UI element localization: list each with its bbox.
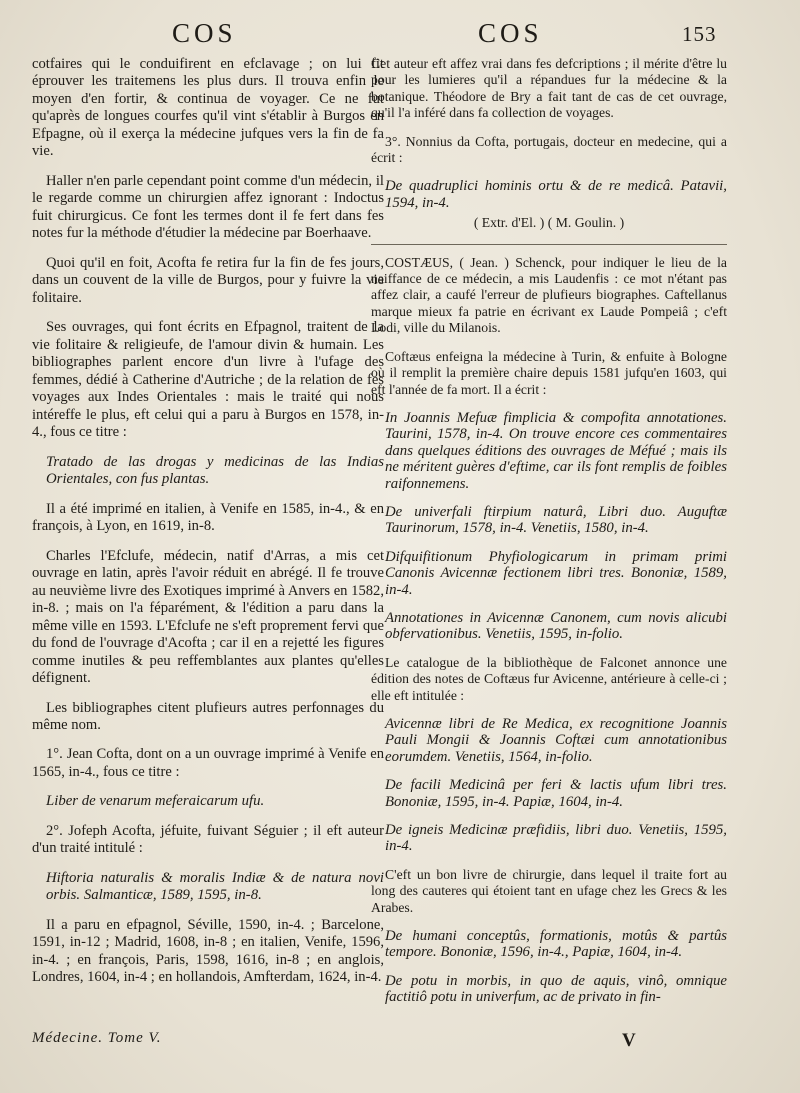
paragraph: Le catalogue de la bibliothèque de Falconet annonce une édition des notes de Coftæus fur Avicenne, antérieure à celle-ci ; elle eft intitulée : bbox=[371, 654, 727, 703]
left-column bbox=[32, 56, 384, 999]
book-title: De facili Medicinâ per feri & lactis ufum libri tres. Bononiæ, 1595, in-4. Papiæ, 1604, in-4. bbox=[385, 777, 727, 810]
paragraph: 3°. Nonnius da Cofta, portugais, docteur en medecine, qui a écrit : bbox=[371, 133, 727, 166]
paragraph: 1°. Jean Cofta, dont on a un ouvrage imprimé à Venife en 1565, in-4., fous ce titre : bbox=[32, 746, 384, 780]
paragraph: Quoi qu'il en foit, Acofta fe retira fur la fin de fes jours, dans un couvent de la ville de Burgos, pour y fuivre la vie folitaire. bbox=[32, 254, 384, 306]
paragraph: Il a été imprimé en italien, à Venife en 1585, in-4., & en françois, à Lyon, en 1619, in-8. bbox=[32, 500, 384, 535]
book-title: Difquifitionum Phyfiologicarum in primam primi Canonis Avicennæ fectionem libri tres. Bononiæ, 1589, in-4. bbox=[385, 548, 727, 598]
book-title: Annotationes in Avicennæ Canonem, cum novis alicubi obfervationibus. Venetiis, 1595, in-folio. bbox=[385, 609, 727, 643]
book-title: In Joannis Mefuæ fimplicia & compofita annotationes. Taurini, 1578, in-4. On trouve encore ces commentaires dans quelques éditions des ouvrages de Méfué ; mais ils ne méritent guères d'eftime, car ils font remplis de foibles raifonnemens. bbox=[385, 409, 727, 492]
right-column bbox=[371, 56, 727, 1018]
book-title: De potu in morbis, in quo de aquis, vinô, omnique factitiô potu in univerfum, ac de privato in fin- bbox=[385, 972, 727, 1006]
paragraph: Cet auteur eft affez vrai dans fes defcriptions ; il mérite d'être lu pour les lumieres qu'il a répandues fur la médecine & la botanique. Théodore de Bry a fait tant de cas de cet ouvrage, qu'il l'a inféré dans fa collection de voyages. bbox=[371, 56, 727, 121]
book-title: De humani conceptûs, formationis, motûs & partûs tempore. Bononiæ, 1596, in-4., Papiæ, 1604, in-4. bbox=[385, 928, 727, 961]
paragraph: Ses ouvrages, qui font écrits en Efpagnol, traitent de la vie folitaire & religieufe, de l'amour divin & humain. Les bibliographes parlent encore d'un livre à l'ufage des femmes, dédié à Catherine d'Autriche ; de la relation de fes voyages aux Indes Orientales : mais le traité qui nous intéreffe le plus, eft celui qui a paru à Burgos en 1578, in-4., fous ce titre : bbox=[32, 319, 384, 441]
paragraph: Les bibliographes citent plufieurs autres perfonnages du même nom. bbox=[32, 699, 384, 733]
running-head-right: COS bbox=[478, 18, 543, 48]
entry-heading-paragraph: COSTÆUS, ( Jean. ) Schenck, pour indiquer le lieu de la naiffance de ce médecin, a mis Laudenfis : ce mot n'étant pas affez clair, a caufé l'erreur de plufieurs biographes. Caftellanus marque mieux fa patrie en écrivant ex Laude Pompeiâ ; c'eft Lodi, ville du Milanois. bbox=[371, 254, 727, 336]
paragraph: Coftæus enfeigna la médecine à Turin, & enfuite à Bologne où il remplit la première chaire depuis 1581 jufqu'en 1603, qui eft l'année de fa mort. Il a écrit : bbox=[371, 348, 727, 397]
footer-volume: Médecine. Tome V. bbox=[32, 1030, 162, 1046]
paragraph: 2°. Jofeph Acofta, jéfuite, fuivant Séguier ; il eft auteur d'un traité intitulé : bbox=[32, 822, 384, 857]
running-head-left: COS bbox=[172, 18, 237, 48]
page-number: 153 bbox=[682, 22, 717, 46]
book-title: Avicennæ libri de Re Medica, ex recognitione Joannis Pauli Mongii & Joannis Coftæi cum annotationibus eorumdem. Venetiis, 1564, in-folio. bbox=[385, 716, 727, 765]
paragraph: Il a paru en efpagnol, Séville, 1590, in-4. ; Barcelone, 1591, in-12 ; Madrid, 1608, in-8 ; en italien, Venife, 1596, in-4. ; en françois, Paris, 1598, 1616, in-8 ; en anglois, Londres, 1604, in-4 ; en hollandois, Amfterdam, 1624, in-4. bbox=[32, 916, 384, 986]
attribution: ( Extr. d'El. ) ( M. Goulin. ) bbox=[473, 215, 625, 231]
paragraph: Charles l'Efclufe, médecin, natif d'Arras, a mis cet ouvrage en latin, après l'avoir réduit en abrégé. Il fe trouve au neuvième livre des Exotiques imprimé à Anvers en 1582, in-8. ; mais on l'a féparément, & l'édition a paru dans la même ville en 1593. L'Efclufe ne s'eft proprement fervi que du fond de l'ouvrage d'Acofta ; car il en a rejetté les figures comme inutiles & peu reffemblantes aux plantes qu'elles défignent. bbox=[32, 547, 384, 687]
paragraph: Haller n'en parle cependant point comme d'un médecin, il le regarde comme un chirurgien affez ignorant : Indoctus fuit chirurgicus. Ce font les termes dont il fe fert dans fes notes fur la méthode d'étudier la médecine par Boerhaave. bbox=[32, 172, 384, 242]
book-title: Liber de venarum meferaicarum ufu. bbox=[46, 793, 265, 810]
paragraph: cotfaires qui le conduifirent en efclavage ; on lui fit éprouver les traitemens les plus durs. Il trouva enfin le moyen d'en fortir, & continua de voyager. Ce ne fut qu'après de longues courfes qu'il vint s'établir à Burgos en Efpagne, où il exerça la médecine jufques vers la fin de fa vie. bbox=[32, 56, 384, 160]
book-title: De igneis Medicinæ præfidiis, libri duo. Venetiis, 1595, in-4. bbox=[385, 822, 727, 855]
signature-mark: V bbox=[622, 1030, 636, 1051]
book-title: Hiftoria naturalis & moralis Indiæ & de natura novi orbis. Salmanticæ, 1589, 1595, in-8. bbox=[46, 869, 384, 904]
paragraph: C'eft un bon livre de chirurgie, dans lequel il traite fort au long des cauteres qui étoient tant en ufage chez les Grecs & les Arabes. bbox=[371, 866, 727, 915]
entry-divider bbox=[371, 244, 727, 245]
book-title: De quadruplici hominis ortu & de re medicâ. Patavii, 1594, in-4. bbox=[385, 178, 727, 211]
book-title: De univerfali ftirpium naturâ, Libri duo. Auguftæ Taurinorum, 1578, in-4. Venetiis, 1580, in-4. bbox=[385, 503, 727, 537]
book-title: Tratado de las drogas y medicinas de las Indias Orientales, con fus plantas. bbox=[46, 453, 384, 488]
